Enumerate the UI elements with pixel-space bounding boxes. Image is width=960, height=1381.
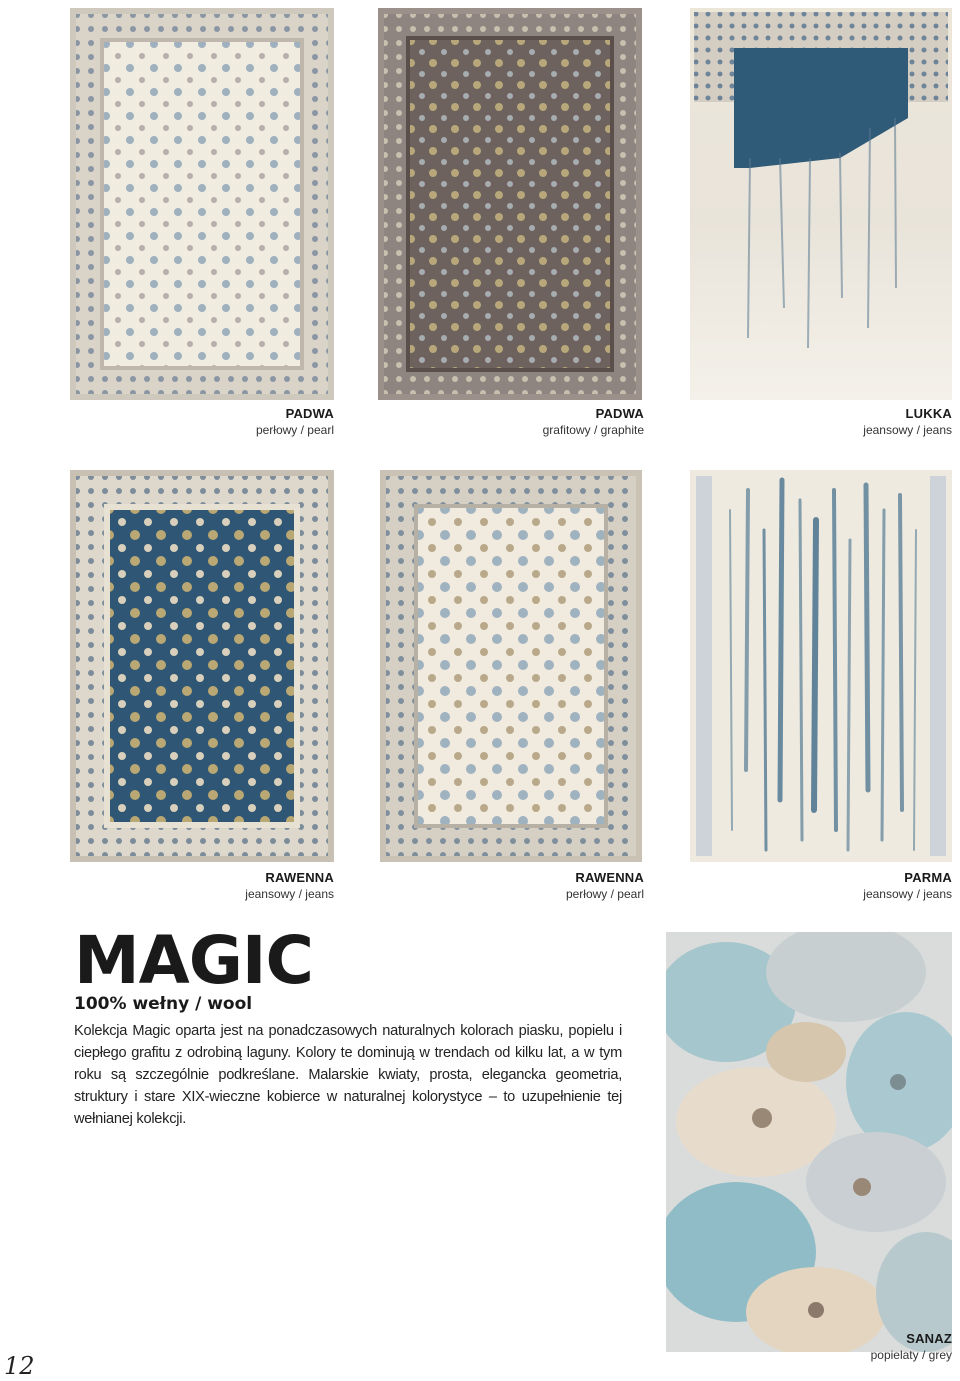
rug-image-rawenna-jeans: [70, 470, 334, 862]
product-name: PARMA: [904, 870, 952, 885]
rug-image-rawenna-pearl: [380, 470, 642, 862]
product-name: PADWA: [285, 406, 334, 421]
caption-lukka-jeans: [672, 406, 952, 438]
product-color: grafitowy / graphite: [542, 423, 644, 437]
product-color: jeansowy / jeans: [863, 423, 952, 437]
caption-sanaz-grey: [672, 1331, 952, 1363]
product-name: PADWA: [595, 406, 644, 421]
collection-subtitle: 100% wełny / wool: [74, 994, 253, 1014]
rug-image-lukka-jeans: [690, 8, 952, 400]
collection-description: Kolekcja Magic oparta jest na ponadczasowych naturalnych kolorach piasku, popielu i ciepłego grafitu z odrobiną laguny. Kolory te dominują w trendach od kilku lat, a w tym roku są szczególnie podkreślane. Malarskie kwiaty, prosta, elegancka geometria, struktury i stare XIX-wieczne kobierce w naturalnej kolorystyce – to uzupełnienie tej wełnianej kolekcji.: [74, 1023, 622, 1127]
product-color: perłowy / pearl: [565, 887, 644, 901]
caption-padwa-graphite: [364, 406, 644, 438]
caption-rawenna-jeans: [54, 870, 334, 902]
rug-image-sanaz-grey: [666, 932, 952, 1352]
product-color: jeansowy / jeans: [245, 887, 334, 901]
product-color: jeansowy / jeans: [863, 887, 952, 901]
caption-padwa-pearl: [54, 406, 334, 438]
product-name: LUKKA: [905, 406, 952, 421]
rug-image-padwa-pearl: [70, 8, 334, 400]
collection-title: MAGIC: [74, 922, 313, 999]
product-color: popielaty / grey: [870, 1348, 952, 1362]
caption-parma-jeans: [672, 870, 952, 902]
rug-image-padwa-graphite: [378, 8, 642, 400]
caption-rawenna-pearl: [364, 870, 644, 902]
product-name: SANAZ: [906, 1331, 952, 1346]
product-name: RAWENNA: [575, 870, 644, 885]
product-name: RAWENNA: [265, 870, 334, 885]
rug-image-parma-jeans: [690, 470, 952, 862]
page-number: 12: [4, 1352, 35, 1380]
product-color: perłowy / pearl: [255, 423, 334, 437]
